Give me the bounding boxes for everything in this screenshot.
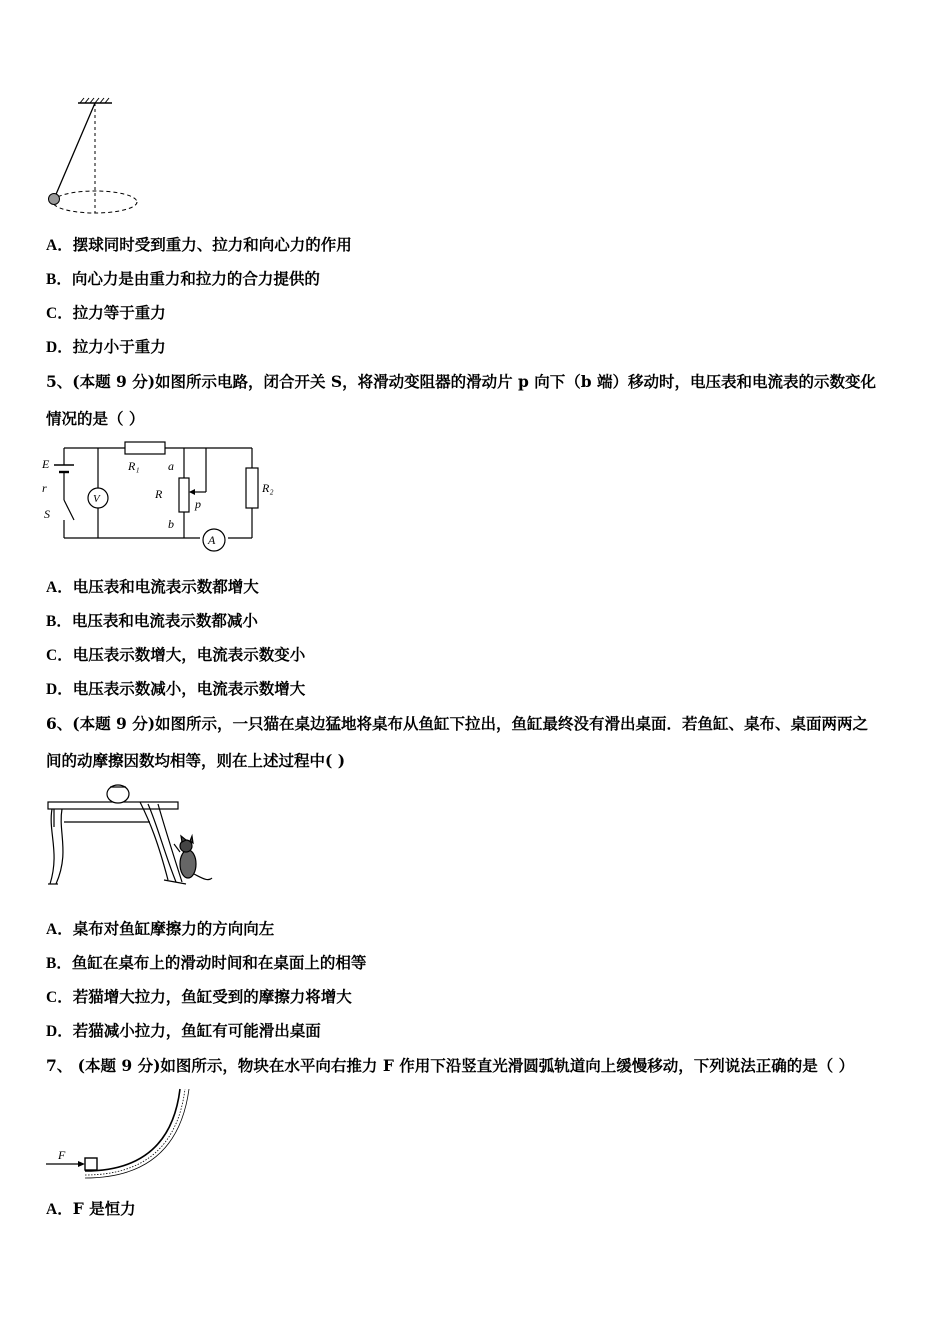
label-a: a [168,459,174,473]
q6-option-d: D．若猫减小拉力，鱼缸有可能滑出桌面 [46,1021,321,1040]
q5-option-b: B．电压表和电流表示数都减小 [46,611,258,630]
label-p: p [195,497,201,511]
q5-stem-line1: 5、(本题 9 分)如图所示电路，闭合开关 S，将滑动变阻器的滑动片 p 向下（b 端）移动时，电压表和电流表的示数变化 [46,372,876,391]
label-r1: R₁ [128,459,140,473]
q6-stem-line1: 6、(本题 9 分)如图所示，一只猫在桌边猛地将桌布从鱼缸下拉出，鱼缸最终没有滑出桌面．若鱼缸、桌布、桌面两两之 [46,714,869,733]
table-cat-figure [40,782,215,894]
q4-option-b: B．向心力是由重力和拉力的合力提供的 [46,269,320,288]
label-r: r [42,481,47,495]
q4-option-d: D．拉力小于重力 [46,337,166,356]
label-r2: R₂ [262,481,274,495]
voltmeter-icon: V [93,493,100,505]
circuit-figure [40,440,290,555]
label-b: b [168,517,174,531]
q6-option-a: A．桌布对鱼缸摩擦力的方向向左 [46,919,275,938]
ammeter-icon: A [208,533,216,547]
q6-stem-line2: 间的动摩擦因数均相等，则在上述过程中( ) [46,751,346,770]
q5-option-c: C．电压表示数增大，电流表示数变小 [46,645,306,664]
label-rheostat: R [155,487,163,501]
label-f: F [58,1148,66,1162]
q5-option-a: A．电压表和电流表示数都增大 [46,577,259,596]
q6-option-b: B．鱼缸在桌布上的滑动时间和在桌面上的相等 [46,953,367,972]
q7-stem-line1: 7、 (本题 9 分)如图所示，物块在水平向右推力 F 作用下沿竖直光滑圆弧轨道向上缓慢移动，下列说法正确的是（ ） [46,1056,855,1075]
q4-option-a: A．摆球同时受到重力、拉力和向心力的作用 [46,235,352,254]
q5-stem-line2: 情况的是（ ） [46,409,145,428]
q5-option-d: D．电压表示数减小，电流表示数增大 [46,679,306,698]
conical-pendulum-figure [40,95,150,220]
q6-option-c: C．若猫增大拉力，鱼缸受到的摩擦力将增大 [46,987,352,1006]
label-e: E [42,457,50,471]
label-s: S [44,507,50,521]
q4-option-c: C．拉力等于重力 [46,303,166,322]
arc-track-figure [40,1085,190,1180]
q7-option-a: A．F 是恒力 [46,1199,136,1218]
